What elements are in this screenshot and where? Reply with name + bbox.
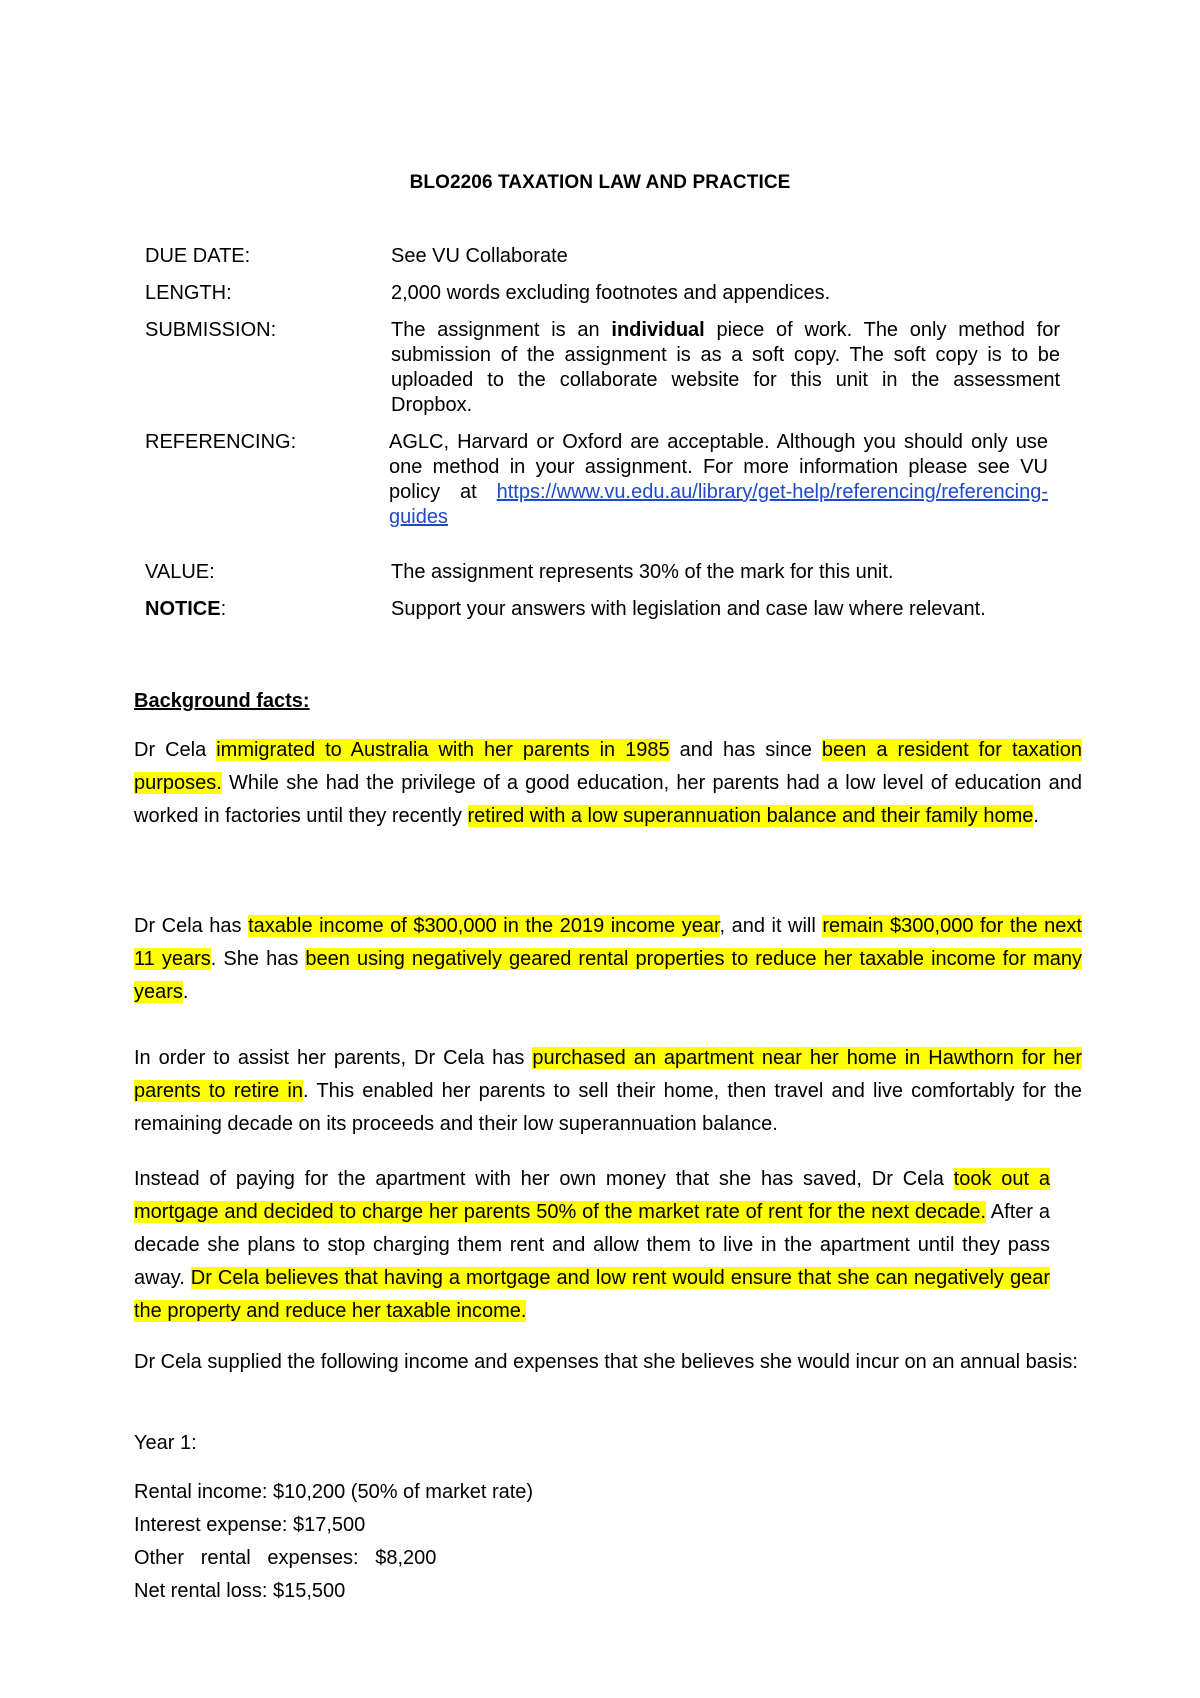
highlighted-text: purchased an apartment near her home in Hawthorn for her parents to retire in: [134, 1047, 1082, 1102]
paragraph-apartment: [134, 1042, 1082, 1141]
list-item: Net rental loss: $15,500: [134, 1580, 346, 1602]
paragraph-year-label: [134, 1427, 1082, 1460]
list-item: Other rental expenses: $8,200: [134, 1547, 437, 1569]
submission-value: [391, 318, 1060, 418]
highlighted-text: retired with a low superannuation balance and their family home: [467, 805, 1034, 827]
paragraph-mortgage: [134, 1163, 1050, 1328]
submission-text-post: piece of work. The only method for submission of the assignment is as a soft copy. The soft copy is to be uploaded to the collaborate website for this unit in the assessment Dropbox.: [391, 319, 1061, 416]
value-value: The assignment represents 30% of the mark for this unit.: [391, 561, 894, 583]
paragraph-text: Dr Cela supplied the following income and expenses that she believes she would incur on an annual basis:: [134, 1351, 1078, 1373]
length-row: [145, 281, 1060, 306]
referencing-value: [389, 430, 1060, 530]
due-date-value: See VU Collaborate: [391, 245, 568, 267]
text-segment: While she had the privilege of a good education, her parents had a low level of education and worked in factories until they recently: [134, 772, 1082, 827]
referencing-row: [145, 430, 1060, 530]
notice-value: Support your answers with legislation and case law where relevant.: [391, 598, 986, 620]
text-segment: and has since: [669, 739, 822, 761]
submission-row: [145, 318, 1060, 418]
highlighted-text: immigrated to Australia with her parents in 1985: [216, 739, 670, 761]
highlighted-text: remain $300,000 for the next 11 years: [134, 915, 1082, 970]
length-label: LENGTH:: [145, 282, 232, 304]
notice-label-bold: NOTICE: [145, 598, 221, 620]
due-date-row: [145, 244, 1060, 269]
list-item: Rental income: $10,200 (50% of market rate): [134, 1481, 534, 1503]
submission-text-bold: individual: [611, 319, 705, 341]
due-date-label: DUE DATE:: [145, 245, 251, 267]
text-segment: Instead of paying for the apartment with her own money that she has saved, Dr Cela: [134, 1168, 954, 1190]
paragraph-residency: [134, 734, 1082, 833]
value-label: VALUE:: [145, 561, 215, 583]
text-segment: . She has: [210, 948, 306, 970]
highlighted-text: taxable income of $300,000 in the 2019 income year: [248, 915, 720, 937]
document-title: BLO2206 TAXATION LAW AND PRACTICE: [409, 172, 791, 193]
highlighted-text: Dr Cela believes that having a mortgage and low rent would ensure that she can negatively gear the property and reduce her taxable income.: [134, 1267, 1050, 1322]
background-facts-heading: Background facts:: [134, 690, 310, 712]
list-item: Interest expense: $17,500: [134, 1514, 366, 1536]
income-expense-list: [134, 1476, 734, 1608]
assignment-info-table: [145, 244, 1060, 634]
text-segment: Dr Cela has: [134, 915, 249, 937]
submission-text-pre: The assignment is an: [391, 319, 612, 341]
text-segment: After a decade she plans to stop charging them rent and allow them to live in the apartment until they pass away.: [134, 1201, 1051, 1289]
highlighted-text: been a resident for taxation purposes.: [134, 739, 1082, 794]
text-segment: . This enabled her parents to sell their home, then travel and live comfortably for the remaining decade on its proceeds and their low superannuation balance.: [134, 1080, 1083, 1135]
value-row: [145, 560, 1060, 585]
notice-label: [145, 597, 391, 622]
notice-label-colon: :: [220, 598, 227, 620]
text-segment: .: [1033, 805, 1039, 827]
paragraph-text: [134, 1163, 1050, 1328]
notice-row: [145, 597, 1060, 622]
paragraph-text: [134, 1042, 1082, 1141]
text-segment: Dr Cela: [134, 739, 217, 761]
paragraph-text: [134, 910, 1082, 1009]
text-segment: In order to assist her parents, Dr Cela has: [134, 1047, 533, 1069]
referencing-label: REFERENCING:: [145, 431, 297, 453]
highlighted-text: been using negatively geared rental properties to reduce her taxable income for many years: [134, 948, 1083, 1003]
referencing-guide-link[interactable]: https://www.vu.edu.au/library/get-help/referencing/referencing-guides: [389, 481, 1048, 528]
submission-label: SUBMISSION:: [145, 319, 277, 341]
text-segment: , and it will: [719, 915, 823, 937]
referencing-text: AGLC, Harvard or Oxford are acceptable. Although you should only use one method in your assignment. For more information please see VU policy at: [389, 431, 1048, 503]
paragraph-text: [134, 734, 1082, 833]
paragraph-expenses-intro: [134, 1346, 1082, 1379]
highlighted-text: took out a mortgage and decided to charge her parents 50% of the market rate of rent for the next decade.: [134, 1168, 1050, 1223]
paragraph-income: [134, 910, 1082, 1009]
length-value: 2,000 words excluding footnotes and appendices.: [391, 282, 831, 304]
text-segment: .: [182, 981, 189, 1003]
paragraph-text: Year 1:: [134, 1432, 197, 1454]
